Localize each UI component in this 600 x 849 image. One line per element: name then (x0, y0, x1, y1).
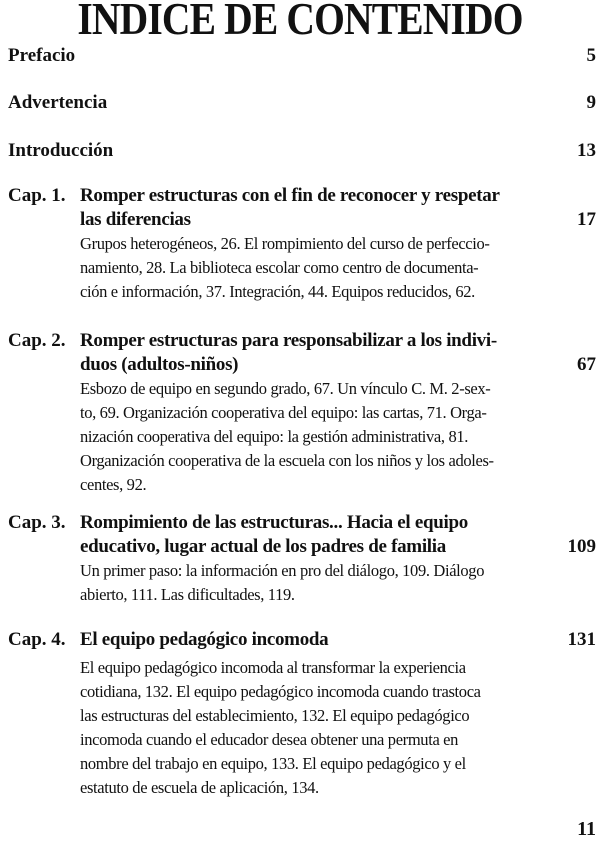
chapter-summary-line: ción e información, 37. Integración, 44. Equipos reducidos, 62. (80, 282, 475, 301)
chapter-title-line: las diferencias (80, 209, 191, 230)
page-number: 11 (577, 818, 596, 840)
chapter-title-line: educativo, lugar actual de los padres de familia (80, 536, 446, 557)
chapter-summary-line: Un primer paso: la información en pro del diálogo, 109. Diálogo (80, 561, 485, 580)
chapter-summary-line: Organización cooperativa de la escuela con los niños y los adoles- (80, 451, 494, 470)
toc-entry-introduccion (8, 139, 596, 163)
toc-entry-prefacio (8, 44, 596, 68)
chapter-summary-line: nombre del trabajo en equipo, 133. El equipo pedagógico y el (80, 754, 466, 773)
chapter-summary-line: estatuto de escuela de aplicación, 134. (80, 778, 319, 797)
page-title: INDICE DE CONTENIDO (77, 0, 523, 44)
chapter-summary-line: namiento, 28. La biblioteca escolar como centro de documenta- (80, 258, 479, 277)
chapter-summary-line: nización cooperativa del equipo: la gestión administrativa, 81. (80, 427, 469, 446)
toc-entry-advertencia (8, 91, 596, 115)
toc-chapter-1 (8, 184, 596, 304)
chapter-page: 109 (567, 536, 596, 557)
chapter-summary-line: cotidiana, 132. El equipo pedagógico incomoda cuando trastoca (80, 682, 481, 701)
toc-chapter-4 (8, 628, 596, 800)
chapter-summary-line: incomoda cuando el educador desea obtener una permuta en (80, 730, 459, 749)
chapter-label: Cap. 2. (8, 330, 66, 351)
chapter-label: Cap. 3. (8, 512, 66, 533)
chapter-page: 67 (577, 354, 596, 375)
chapter-title-line: duos (adultos-niños) (80, 354, 239, 375)
toc-chapter-2 (8, 329, 596, 497)
entry-page: 13 (577, 140, 596, 161)
entry-page: 9 (586, 92, 596, 113)
chapter-summary-line: abierto, 111. Las dificultades, 119. (80, 585, 295, 604)
entry-label: Introducción (8, 140, 114, 161)
entry-label: Prefacio (8, 45, 76, 66)
chapter-title-line: Romper estructuras con el fin de reconocer y respetar (80, 185, 500, 206)
chapter-page: 131 (567, 629, 596, 650)
entry-page: 5 (586, 45, 596, 66)
chapter-summary-line: Esbozo de equipo en segundo grado, 67. Un vínculo C. M. 2-sex- (80, 379, 491, 398)
chapter-title-line: Romper estructuras para responsabilizar a los indivi- (80, 330, 497, 351)
chapter-summary-line: Grupos heterogéneos, 26. El rompimiento del curso de perfeccio- (80, 234, 490, 253)
chapter-label: Cap. 4. (8, 629, 66, 650)
chapter-summary-line: to, 69. Organización cooperativa del equipo: las cartas, 71. Orga- (80, 403, 487, 422)
chapter-summary-line: centes, 92. (80, 475, 147, 494)
entry-label: Advertencia (8, 92, 108, 113)
chapter-summary-line: El equipo pedagógico incomoda al transformar la experiencia (80, 658, 466, 677)
chapter-page: 17 (577, 209, 596, 230)
chapter-title-line: Rompimiento de las estructuras... Hacia el equipo (80, 512, 468, 533)
toc-chapter-3 (8, 511, 596, 607)
chapter-label: Cap. 1. (8, 185, 66, 206)
chapter-summary-line: las estructuras del establecimiento, 132. El equipo pedagógico (80, 706, 470, 725)
chapter-title-line: El equipo pedagógico incomoda (80, 629, 329, 650)
